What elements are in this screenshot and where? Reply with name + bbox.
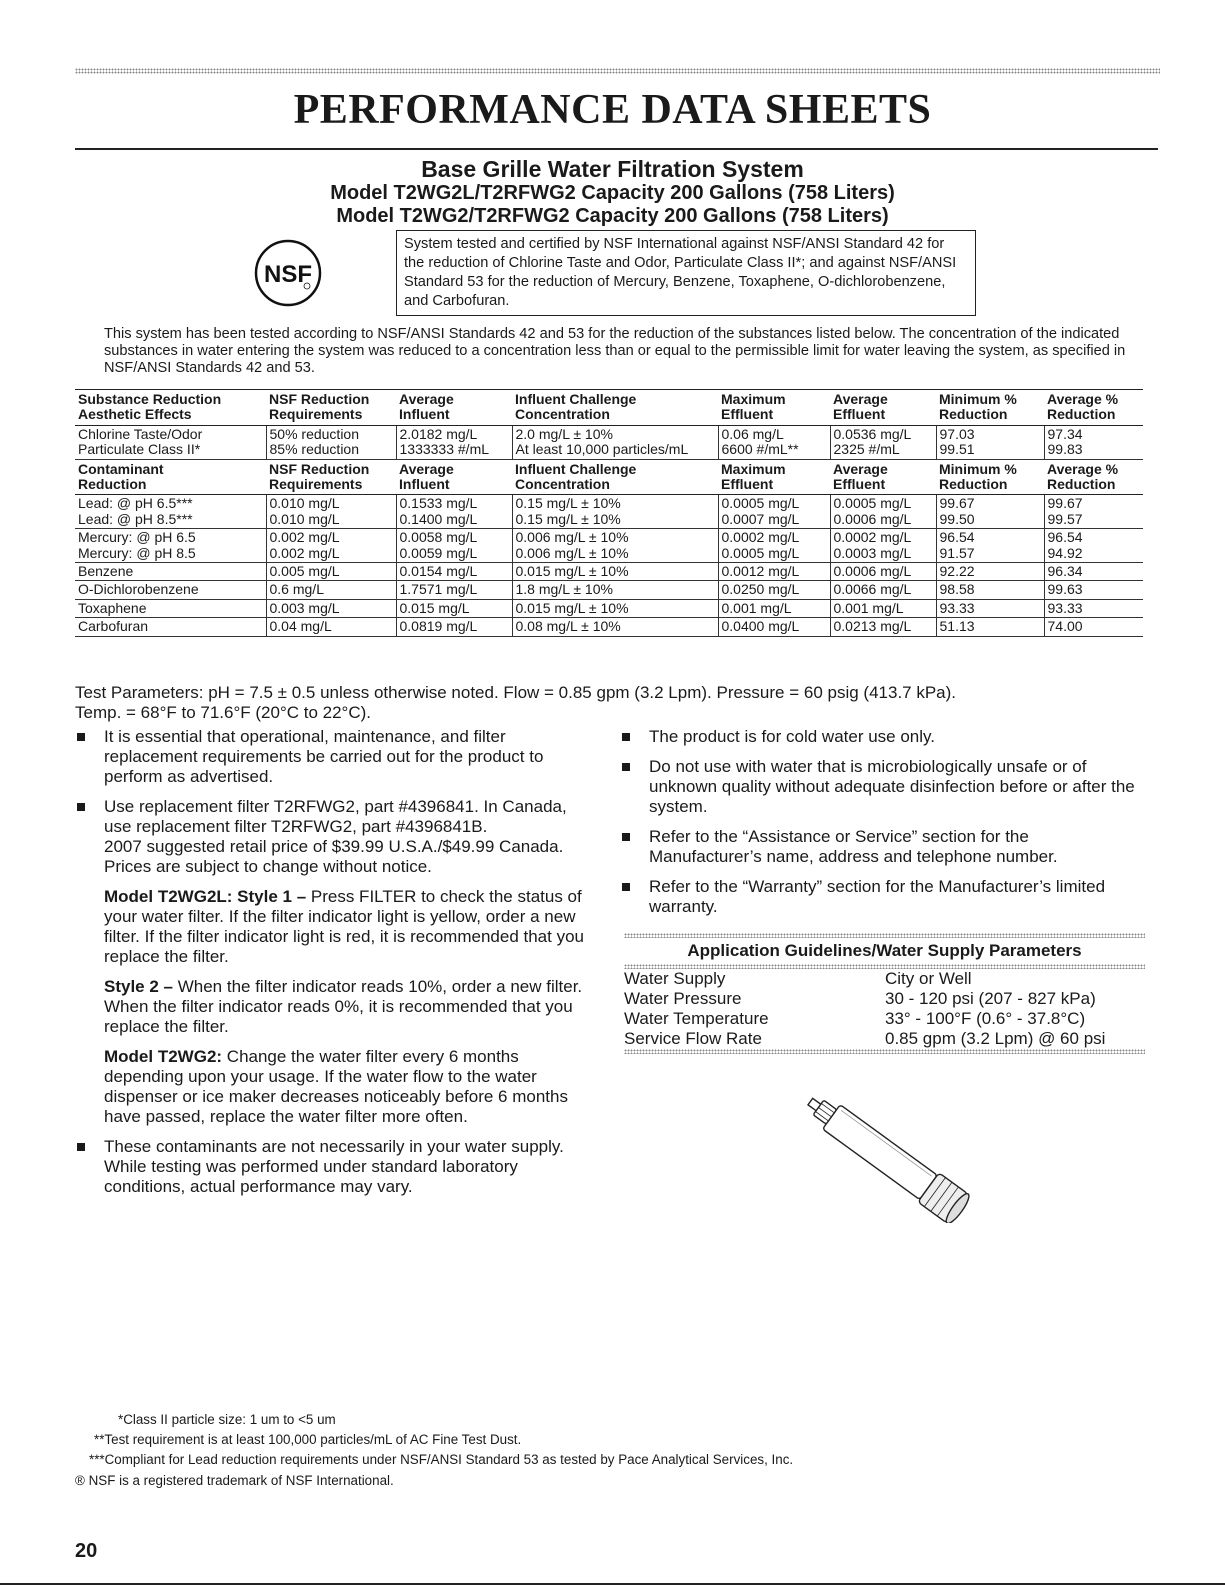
application-guidelines — [624, 933, 1145, 1054]
table-cell: 74.00 — [1044, 618, 1143, 636]
table-cell: Average % Reduction — [1044, 390, 1143, 426]
table-row — [75, 529, 1143, 563]
table-row — [75, 563, 1143, 581]
left-column — [75, 727, 595, 1207]
table-cell: Toxaphene — [75, 599, 266, 617]
table-cell: 0.015 mg/L ± 10% — [512, 563, 718, 581]
model-line-1: Model T2WG2L/T2RFWG2 Capacity 200 Gallons (758 Liters) — [330, 182, 895, 204]
table-cell: 93.33 — [1044, 599, 1143, 617]
table-cell: 0.6 mg/L — [266, 581, 396, 599]
parameter-row: Water Temperature 33° - 100°F (0.6° - 37.8°C) — [624, 1009, 1086, 1028]
dotted-rule — [624, 933, 1145, 938]
application-title: Application Guidelines/Water Supply Parameters — [687, 941, 1082, 960]
table-cell: 96.54 91.57 — [936, 529, 1044, 563]
table-cell: 0.006 mg/L ± 10% 0.006 mg/L ± 10% — [512, 529, 718, 563]
nsf-logo — [254, 239, 322, 307]
table-cell: Substance Reduction Aesthetic Effects — [75, 390, 266, 426]
list-item: Refer to the “Warranty” section for the Manufacturer’s limited warranty. — [620, 877, 1145, 917]
table-cell: Average % Reduction — [1044, 459, 1143, 495]
table-cell: 0.003 mg/L — [266, 599, 396, 617]
table-cell: 2.0182 mg/L 1333333 #/mL — [396, 425, 512, 459]
t2wg2-paragraph: Model T2WG2: Change the water filter every 6 months depending upon your usage. If the water flow to the water dispenser or ice maker decreases noticeably before 6 months have passed, replace the water filter more often. — [104, 1047, 568, 1126]
table-cell: 0.0058 mg/L 0.0059 mg/L — [396, 529, 512, 563]
table-cell: 97.03 99.51 — [936, 425, 1044, 459]
table-cell: 0.04 mg/L — [266, 618, 396, 636]
table-cell: Influent Challenge Concentration — [512, 459, 718, 495]
table-cell: 0.0819 mg/L — [396, 618, 512, 636]
table-cell: 98.58 — [936, 581, 1044, 599]
table-cell: Maximum Effluent — [718, 390, 830, 426]
test-parameters — [75, 683, 1155, 723]
model-line-2: Model T2WG2/T2RFWG2 Capacity 200 Gallons (758 Liters) — [336, 205, 889, 227]
table-cell: 0.0213 mg/L — [830, 618, 936, 636]
table-cell: 0.0012 mg/L — [718, 563, 830, 581]
top-dotted-rule — [75, 68, 1160, 74]
table-cell: 97.34 99.83 — [1044, 425, 1143, 459]
footnote-3: ***Compliant for Lead reduction requirements under NSF/ANSI Standard 53 as tested by Pace Analytical Services, Inc. — [89, 1452, 794, 1467]
nsf-logo-text: NSF — [264, 261, 312, 288]
list-item: Do not use with water that is microbiologically unsafe or of unknown quality without adequate disinfection before or after the system. — [620, 757, 1145, 817]
test-parameters-line: Test Parameters: pH = 7.5 ± 0.5 unless otherwise noted. Flow = 0.85 gpm (3.2 Lpm). Pressure = 60 psig (413.7 kPa). — [75, 683, 957, 702]
table-cell: NSF Reduction Requirements — [266, 459, 396, 495]
footnote-2: **Test requirement is at least 100,000 particles/mL of AC Fine Test Dust. — [94, 1432, 522, 1447]
list-item: Use replacement filter T2RFWG2, part #4396841. In Canada, use replacement filter T2RFWG2, part #4396841B. — [75, 797, 595, 837]
title-rule — [75, 148, 1158, 150]
table-cell: 0.015 mg/L — [396, 599, 512, 617]
table-cell: Minimum % Reduction — [936, 390, 1044, 426]
table-cell: Contaminant Reduction — [75, 459, 266, 495]
table-cell: 0.015 mg/L ± 10% — [512, 599, 718, 617]
table-cell: Maximum Effluent — [718, 459, 830, 495]
list-item: These contaminants are not necessarily in your water supply. While testing was performed under standard laboratory conditions, actual performance may vary. — [75, 1137, 595, 1197]
parameter-row: Water Supply City or Well — [624, 969, 972, 988]
table-cell: 0.001 mg/L — [830, 599, 936, 617]
table-cell: 0.010 mg/L 0.010 mg/L — [266, 495, 396, 529]
table-row — [75, 425, 1143, 459]
table-cell: Average Influent — [396, 390, 512, 426]
table-cell: Influent Challenge Concentration — [512, 390, 718, 426]
bullet-icon — [622, 733, 630, 741]
table-cell: 0.15 mg/L ± 10% 0.15 mg/L ± 10% — [512, 495, 718, 529]
table-cell: 50% reduction 85% reduction — [266, 425, 396, 459]
footnote-4: ® NSF is a registered trademark of NSF International. — [75, 1473, 394, 1488]
table-cell: Mercury: @ pH 6.5 Mercury: @ pH 8.5 — [75, 529, 266, 563]
table-cell: 0.0002 mg/L 0.0003 mg/L — [830, 529, 936, 563]
dotted-rule — [624, 1049, 1145, 1054]
bullet-icon — [622, 883, 630, 891]
table-cell: 51.13 — [936, 618, 1044, 636]
table-cell: Average Effluent — [830, 390, 936, 426]
table-cell: Average Effluent — [830, 459, 936, 495]
table-cell: Lead: @ pH 6.5*** Lead: @ pH 8.5*** — [75, 495, 266, 529]
temperature-line: Temp. = 68°F to 71.6°F (20°C to 22°C). — [75, 703, 372, 722]
table-cell: 0.0006 mg/L — [830, 563, 936, 581]
style1-paragraph: Model T2WG2L: Style 1 – Press FILTER to check the status of your water filter. If the filter indicator light is yellow, order a new filter. If the filter indicator light is red, it is recommended that you replace the filter. — [104, 887, 584, 966]
intro-paragraph: This system has been tested according to NSF/ANSI Standards 42 and 53 for the reduction of the substances listed below. The concentration of the indicated substances in water entering the system was reduced to a concentration less than or equal to the permissible limit for water leaving the system, as specified in NSF/ANSI Standards 42 and 53. — [104, 326, 1126, 376]
bullet-icon — [77, 1143, 85, 1151]
table-row — [75, 581, 1143, 599]
table-cell: Benzene — [75, 563, 266, 581]
table-row — [75, 495, 1143, 529]
table-cell: 93.33 — [936, 599, 1044, 617]
table-cell: 96.54 94.92 — [1044, 529, 1143, 563]
parameter-row: Service Flow Rate 0.85 gpm (3.2 Lpm) @ 60 psi — [624, 1029, 1106, 1048]
table-cell: Carbofuran — [75, 618, 266, 636]
table-cell: 0.0400 mg/L — [718, 618, 830, 636]
bullet-icon — [77, 733, 85, 741]
table-cell: 99.67 99.50 — [936, 495, 1044, 529]
parameter-row: Water Pressure 30 - 120 psi (207 - 827 kPa) — [624, 989, 1096, 1008]
table-cell: 0.005 mg/L — [266, 563, 396, 581]
bullet-icon — [77, 803, 85, 811]
table-cell: 1.7571 mg/L — [396, 581, 512, 599]
table-cell: 0.0154 mg/L — [396, 563, 512, 581]
list-item: It is essential that operational, maintenance, and filter replacement requirements be carried out for the product to perform as advertised. — [75, 727, 595, 787]
system-heading: Base Grille Water Filtration System — [421, 156, 804, 182]
table-cell: 92.22 — [936, 563, 1044, 581]
list-item: Refer to the “Assistance or Service” section for the Manufacturer’s name, address and telephone number. — [620, 827, 1145, 867]
right-column — [620, 727, 1145, 927]
table-cell: 0.06 mg/L 6600 #/mL** — [718, 425, 830, 459]
table-cell: 0.0066 mg/L — [830, 581, 936, 599]
table-cell: NSF Reduction Requirements — [266, 390, 396, 426]
table-cell: 0.0536 mg/L 2325 #/mL — [830, 425, 936, 459]
table-header-row — [75, 459, 1143, 495]
table-cell: 2.0 mg/L ± 10% At least 10,000 particles/mL — [512, 425, 718, 459]
table-cell: 0.1533 mg/L 0.1400 mg/L — [396, 495, 512, 529]
table-cell: 0.001 mg/L — [718, 599, 830, 617]
table-cell: 96.34 — [1044, 563, 1143, 581]
bullet-icon — [622, 763, 630, 771]
table-header-row — [75, 390, 1143, 426]
water-filter-illustration — [788, 1093, 988, 1223]
footnote-1: *Class II particle size: 1 um to <5 um — [118, 1412, 336, 1427]
table-row — [75, 618, 1143, 636]
table-cell: 1.8 mg/L ± 10% — [512, 581, 718, 599]
table-cell: 0.0250 mg/L — [718, 581, 830, 599]
table-cell: 99.63 — [1044, 581, 1143, 599]
table-cell: 0.0002 mg/L 0.0005 mg/L — [718, 529, 830, 563]
table-cell: O-Dichlorobenzene — [75, 581, 266, 599]
table-cell: 0.0005 mg/L 0.0007 mg/L — [718, 495, 830, 529]
nsf-certification-box: System tested and certified by NSF International against NSF/ANSI Standard 42 for the reduction of Chlorine Taste and Odor, Particulate Class II*; and against NSF/ANSI Standard 53 for the reduction of Mercury, Benzene, Toxaphene, O-dichlorobenzene, and Carbofuran. — [396, 230, 976, 316]
list-item: The product is for cold water use only. — [620, 727, 1145, 747]
page-title: PERFORMANCE DATA SHEETS — [293, 87, 932, 133]
bullet-icon — [622, 833, 630, 841]
style2-paragraph: Style 2 – When the filter indicator reads 10%, order a new filter. When the filter indicator reads 0%, it is recommended that you replace the filter. — [104, 977, 583, 1036]
page-number: 20 — [75, 1540, 98, 1562]
table-cell: 0.0005 mg/L 0.0006 mg/L — [830, 495, 936, 529]
table-cell: Chlorine Taste/Odor Particulate Class II* — [75, 425, 266, 459]
table-cell: Minimum % Reduction — [936, 459, 1044, 495]
table-row — [75, 599, 1143, 617]
table-cell: 99.67 99.57 — [1044, 495, 1143, 529]
table-cell: 0.08 mg/L ± 10% — [512, 618, 718, 636]
table-cell: Average Influent — [396, 459, 512, 495]
performance-table — [75, 389, 1143, 637]
table-cell: 0.002 mg/L 0.002 mg/L — [266, 529, 396, 563]
retail-price-text: 2007 suggested retail price of $39.99 U.S.A./$49.99 Canada. Prices are subject to change without notice. — [104, 837, 564, 876]
